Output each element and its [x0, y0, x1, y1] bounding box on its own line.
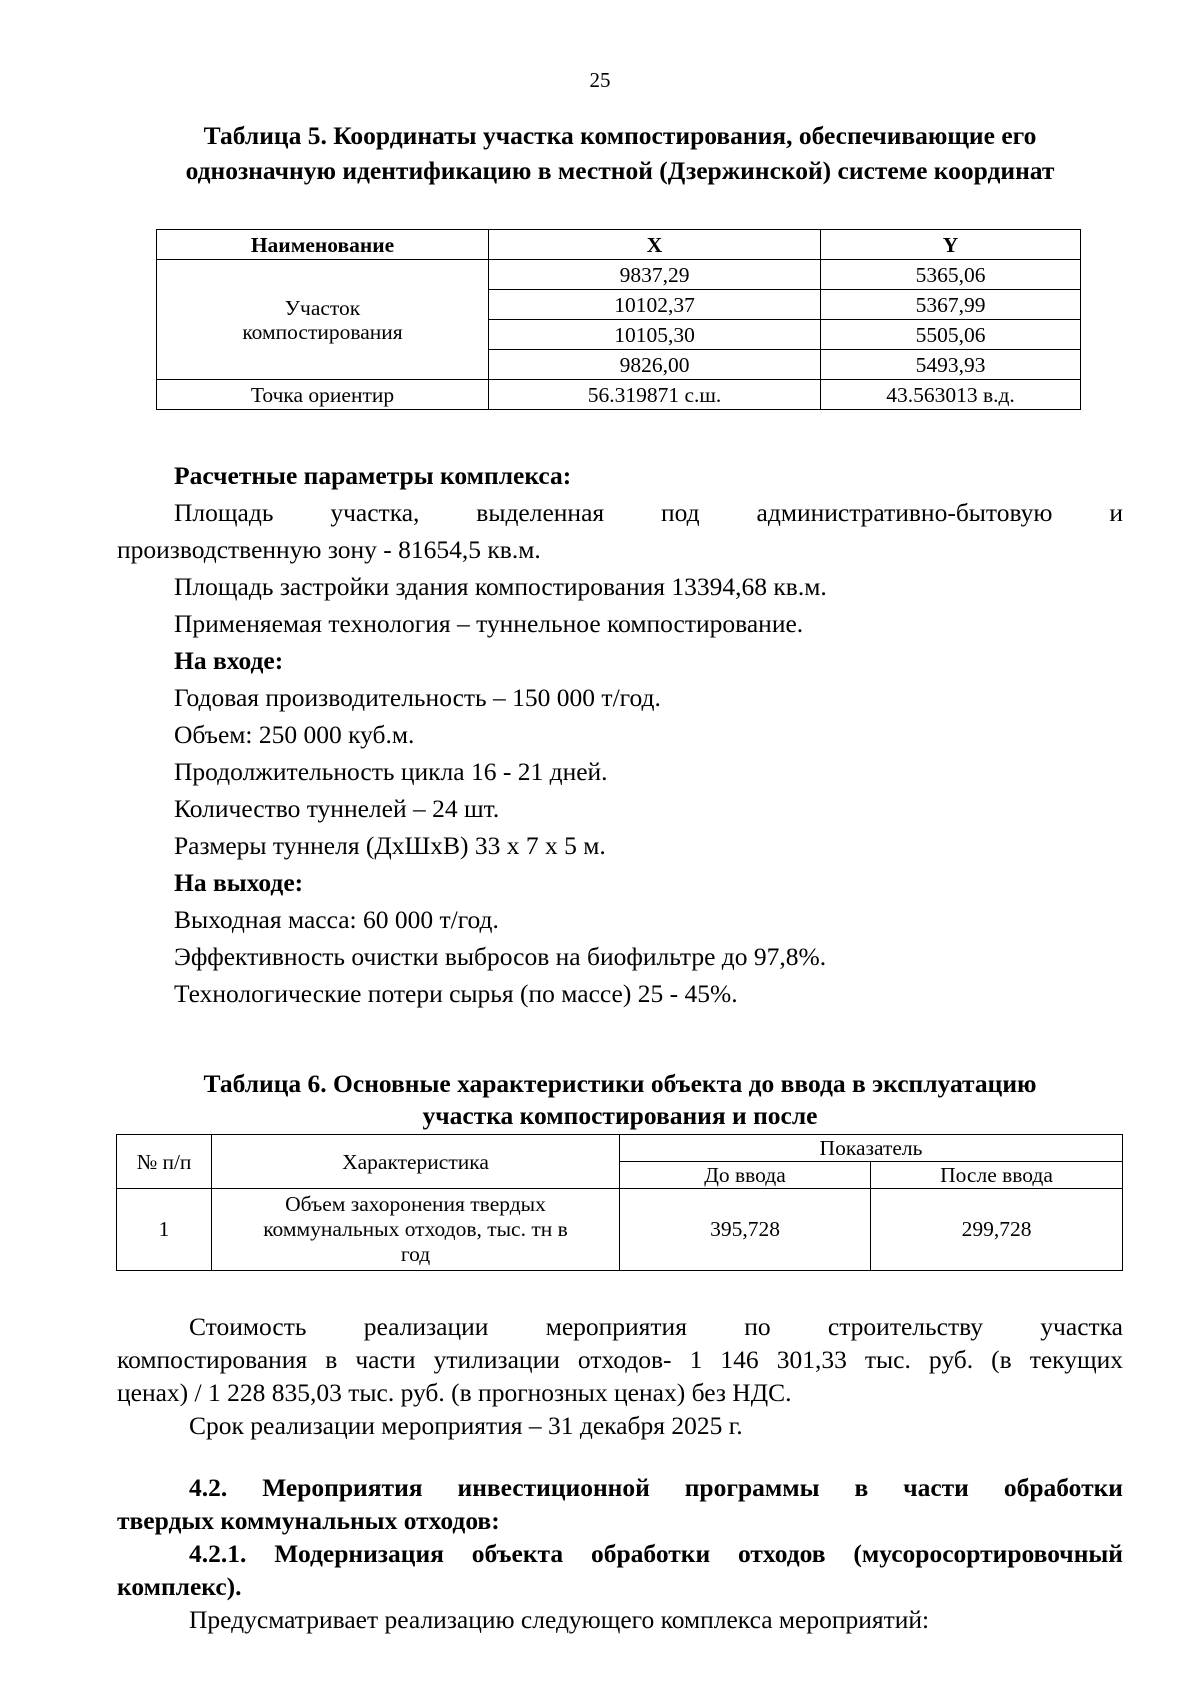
paragraph-line: Стоимость реализации мероприятия по строительству участка	[189, 1312, 1123, 1341]
section-heading-4-2: твердых коммунальных отходов:	[117, 1506, 500, 1535]
paragraph-line: Площадь участка, выделенная под административно-бытовую и	[174, 498, 1123, 527]
header-before: До ввода	[620, 1162, 871, 1189]
cell-line: год	[400, 1242, 431, 1266]
table5-title	[117, 118, 1123, 188]
table6-title-line: участка компостирования и после	[422, 1101, 818, 1130]
header-after: После ввода	[871, 1162, 1123, 1189]
table6-title-line: Таблица 6. Основные характеристики объекта до ввода в эксплуатацию	[203, 1069, 1037, 1098]
section-block	[117, 1471, 1123, 1636]
cell-line: Объем захоронения твердых	[285, 1192, 546, 1216]
header-num: № п/п	[117, 1135, 212, 1189]
cell-x: 56.319871 с.ш.	[489, 380, 821, 410]
paragraph-line: Технологические потери сырья (по массе) 25 - 45%.	[174, 979, 738, 1008]
cell-num: 1	[117, 1189, 212, 1271]
table6-title	[117, 1068, 1123, 1132]
section-heading-4-2-1: 4.2.1. Модернизация объекта обработки отходов (мусоросортировочный	[189, 1539, 1123, 1568]
group-label-line: компостирования	[242, 319, 403, 344]
params-block	[117, 457, 1123, 1012]
paragraph-line: ценах) / 1 228 835,03 тыс. руб. (в прогнозных ценах) без НДС.	[117, 1378, 792, 1407]
table-header-row	[157, 230, 1081, 260]
paragraph-line: производственную зону - 81654,5 кв.м.	[117, 535, 541, 564]
paragraph-line: Применяемая технология – туннельное компостирование.	[174, 609, 804, 638]
group-label-line: Участок	[284, 295, 361, 320]
section-heading-4-2-1: комплекс).	[117, 1572, 242, 1601]
cell-y: 5365,06	[821, 260, 1081, 290]
table-header-row	[117, 1135, 1123, 1162]
cell-y: 43.563013 в.д.	[821, 380, 1081, 410]
cell-x: 10105,30	[489, 320, 821, 350]
table-row	[157, 380, 1081, 410]
paragraph-line: Годовая производительность – 150 000 т/год.	[174, 683, 661, 712]
cell-line: коммунальных отходов, тыс. тн в	[263, 1217, 568, 1241]
table-row	[157, 260, 1081, 290]
header-characteristic: Характеристика	[212, 1135, 620, 1189]
paragraph-line: Эффективность очистки выбросов на биофильтре до 97,8%.	[174, 942, 827, 971]
paragraph-line: Срок реализации мероприятия – 31 декабря 2025 г.	[189, 1411, 743, 1440]
cell-characteristic	[212, 1189, 620, 1271]
group-label-cell	[157, 260, 489, 380]
coordinates-table	[156, 229, 1081, 410]
cost-block	[117, 1310, 1123, 1442]
paragraph-line: Выходная масса: 60 000 т/год.	[174, 905, 499, 934]
paragraph-line: Размеры туннеля (ДхШхВ) 33 х 7 х 5 м.	[174, 831, 606, 860]
table5-title-line: Таблица 5. Координаты участка компостирования, обеспечивающие его	[203, 121, 1037, 150]
paragraph-line: Количество туннелей – 24 шт.	[174, 794, 500, 823]
characteristics-table	[116, 1134, 1123, 1271]
table-row	[117, 1189, 1123, 1271]
input-heading: На входе:	[174, 646, 284, 675]
header-y: Y	[821, 230, 1081, 260]
header-x: X	[489, 230, 821, 260]
cell-x: 9826,00	[489, 350, 821, 380]
paragraph-line: компостирования в части утилизации отходов- 1 146 301,33 тыс. руб. (в текущих	[117, 1345, 1123, 1374]
paragraph-line: Объем: 250 000 куб.м.	[174, 720, 415, 749]
cell-y: 5505,06	[821, 320, 1081, 350]
paragraph-line: Продолжительность цикла 16 - 21 дней.	[174, 757, 608, 786]
cell-x: 10102,37	[489, 290, 821, 320]
paragraph-line: Площадь застройки здания компостирования 13394,68 кв.м.	[174, 572, 827, 601]
header-indicator: Показатель	[620, 1135, 1123, 1162]
cell-x: 9837,29	[489, 260, 821, 290]
cell-before: 395,728	[620, 1189, 871, 1271]
params-heading: Расчетные параметры комплекса:	[174, 461, 572, 490]
header-name: Наименование	[157, 230, 489, 260]
cell-y: 5367,99	[821, 290, 1081, 320]
table5-title-line: однозначную идентификацию в местной (Дзержинской) системе координат	[185, 156, 1055, 185]
cell-y: 5493,93	[821, 350, 1081, 380]
section-heading-4-2: 4.2. Мероприятия инвестиционной программы в части обработки	[189, 1473, 1123, 1502]
paragraph-line: Предусматривает реализацию следующего комплекса мероприятий:	[189, 1605, 930, 1634]
cell-after: 299,728	[871, 1189, 1123, 1271]
cell-name: Точка ориентир	[157, 380, 489, 410]
output-heading: На выходе:	[174, 868, 304, 897]
page-number: 25	[589, 68, 611, 92]
